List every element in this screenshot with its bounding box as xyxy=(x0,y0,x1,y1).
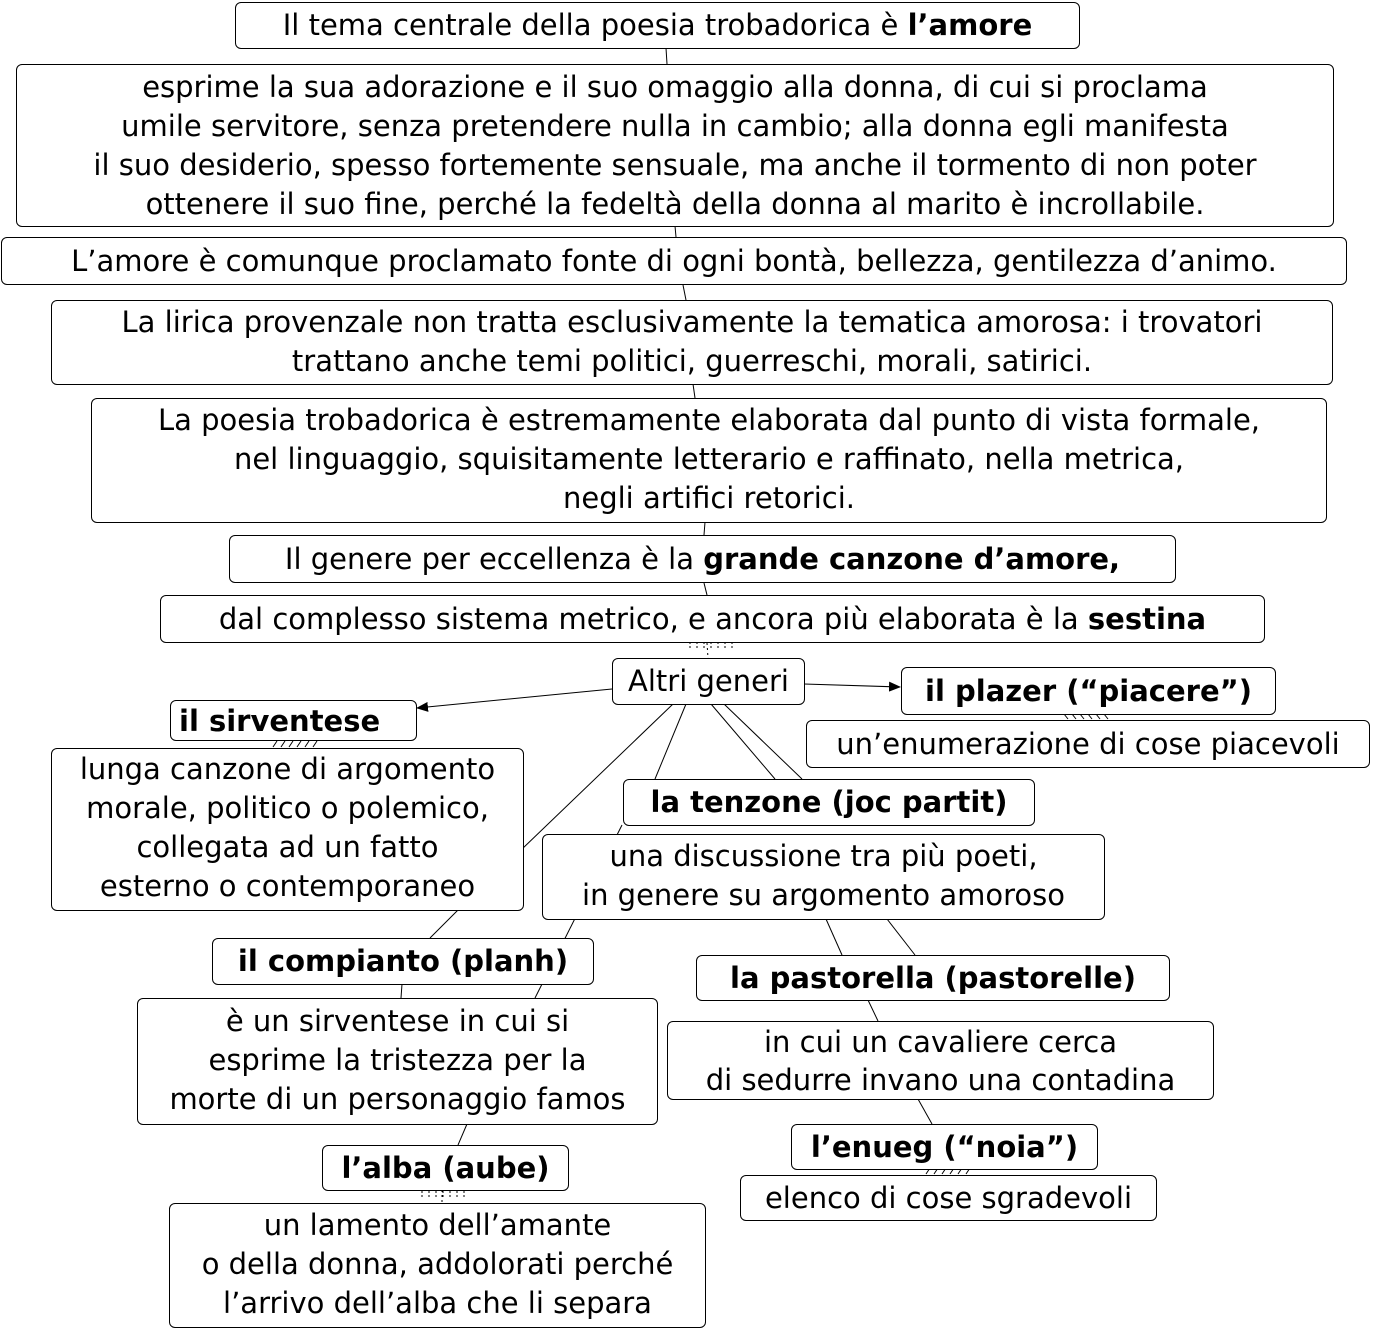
node-pastorella-desc-line-2: di sedurre invano una contadina xyxy=(705,1063,1176,1097)
node-central-theme-text: Il tema centrale della poesia trobadorica è xyxy=(282,8,908,42)
node-love-source xyxy=(1,237,1347,285)
node-sirventese-desc-line-4: esterno o contemporaneo xyxy=(99,869,476,903)
node-tenzone-desc-line-1: una discussione tra più poeti, xyxy=(609,839,1038,873)
node-enueg-desc xyxy=(740,1175,1157,1221)
node-other-genres-text: Altri generi xyxy=(628,664,789,698)
link-n3-n4 xyxy=(683,285,686,300)
node-sirventese-desc-line-2: morale, politico o polemico, xyxy=(86,791,489,825)
node-adoration-line-2: umile servitore, senza pretendere nulla in cambio; alla donna egli manifesta xyxy=(121,109,1229,143)
node-enueg-title: l’enueg (“noia”) xyxy=(810,1130,1079,1164)
node-provencal-lyric-line-1: La lirica provenzale non tratta esclusivamente la tematica amorosa: i trovatori xyxy=(121,305,1263,339)
link-n16-n21 xyxy=(458,1124,467,1145)
link-n14-n17b xyxy=(887,919,915,955)
link-n8-n11 xyxy=(417,689,612,708)
node-alba-desc-line-1: un lamento dell’amante xyxy=(263,1208,612,1242)
node-compianto xyxy=(212,938,594,985)
node-elaborate-poetry-line-3: negli artifici retorici. xyxy=(562,481,855,515)
node-metric-system-bold: sestina xyxy=(1087,602,1207,636)
node-provencal-lyric-line-2: trattano anche temi politici, guerreschi, morali, satirici. xyxy=(291,344,1093,378)
node-compianto-desc-line-3: morte di un personaggio famos xyxy=(169,1082,626,1116)
node-sirventese-desc xyxy=(51,748,524,911)
node-pastorella-title: la pastorella (pastorelle) xyxy=(730,961,1136,995)
link-n4-n5 xyxy=(693,384,695,398)
node-main-genre-bold: grande canzone d’amore, xyxy=(703,542,1121,576)
link-n15-n16 xyxy=(401,984,402,998)
node-alba-desc-line-3: l’arrivo dell’alba che li separa xyxy=(223,1286,652,1320)
node-enueg xyxy=(791,1124,1098,1170)
link-n6-n7 xyxy=(704,583,707,595)
node-central-theme xyxy=(235,2,1080,49)
node-pastorella-desc xyxy=(667,1021,1214,1100)
node-metric-system xyxy=(160,595,1265,643)
node-provencal-lyric xyxy=(51,300,1333,385)
node-plazer-title: il plazer (“piacere”) xyxy=(925,674,1252,708)
node-central-theme-bold: l’amore xyxy=(907,8,1033,42)
node-metric-system-text: dal complesso sistema metrico, e ancora più elaborata è la xyxy=(218,602,1088,636)
node-tenzone xyxy=(623,779,1035,826)
node-tenzone-desc-line-2: in genere su argomento amoroso xyxy=(582,878,1065,912)
link-n7-n8 xyxy=(707,643,708,658)
node-adoration-line-4: ottenere il suo fine, perché la fedeltà della donna al marito è incrollabile. xyxy=(145,187,1205,221)
node-alba-desc xyxy=(169,1203,706,1328)
node-sirventese xyxy=(170,700,417,741)
link-n8-n9 xyxy=(804,684,900,687)
node-adoration-line-1: esprime la sua adorazione e il suo omaggio alla donna, di cui si proclama xyxy=(142,70,1208,104)
link-n14-n17a xyxy=(826,919,842,955)
node-main-genre xyxy=(229,535,1176,583)
node-enueg-desc-text: elenco di cose sgradevoli xyxy=(764,1181,1133,1215)
node-alba-desc-line-2: o della donna, addolorati perché xyxy=(201,1247,674,1281)
node-compianto-desc-line-2: esprime la tristezza per la xyxy=(208,1043,587,1077)
node-pastorella-desc-line-1: in cui un cavaliere cerca xyxy=(764,1025,1117,1059)
node-adoration-line-3: il suo desiderio, spesso fortemente sensuale, ma anche il tormento di non poter xyxy=(93,148,1257,182)
link-n8-n13 xyxy=(655,704,686,779)
link-n8-n12 xyxy=(521,704,673,850)
link-n17-n18 xyxy=(868,1000,878,1021)
node-tenzone-desc xyxy=(542,834,1105,920)
node-elaborate-poetry-line-2: nel linguaggio, squisitamente letterario e raffinato, nella metrica, xyxy=(233,442,1185,476)
node-love-source-text: L’amore è comunque proclamato fonte di ogni bontà, bellezza, gentilezza d’animo. xyxy=(71,244,1277,278)
node-alba-title: l’alba (aube) xyxy=(341,1151,550,1185)
node-sirventese-desc-line-1: lunga canzone di argomento xyxy=(79,752,496,786)
node-compianto-title: il compianto (planh) xyxy=(237,944,569,978)
node-other-genres xyxy=(612,658,805,705)
node-compianto-desc-line-1: è un sirventese in cui si xyxy=(225,1004,570,1038)
link-n12-n15 xyxy=(430,910,458,938)
link-n18-n19 xyxy=(918,1099,932,1124)
node-main-genre-text: Il genere per eccellenza è la xyxy=(284,542,704,576)
node-plazer-desc-text: un’enumerazione di cose piacevoli xyxy=(836,727,1340,761)
node-pastorella xyxy=(696,955,1170,1001)
node-elaborate-poetry xyxy=(91,398,1327,523)
node-alba xyxy=(322,1145,569,1191)
node-elaborate-poetry-line-1: La poesia trobadorica è estremamente elaborata dal punto di vista formale, xyxy=(157,403,1261,437)
node-plazer-desc xyxy=(806,720,1370,768)
node-tenzone-title: la tenzone (joc partit) xyxy=(650,785,1008,819)
link-n5-n6 xyxy=(704,522,705,535)
node-adoration xyxy=(16,64,1334,227)
link-n8-n13b xyxy=(711,704,775,779)
link-n1-n2 xyxy=(666,48,667,64)
link-n2-n3 xyxy=(675,226,676,237)
node-sirventese-title: il sirventese xyxy=(179,704,381,738)
node-plazer xyxy=(901,667,1276,715)
link-n8-n13c xyxy=(724,704,802,779)
node-compianto-desc xyxy=(137,998,658,1125)
node-sirventese-desc-line-3: collegata ad un fatto xyxy=(136,830,439,864)
